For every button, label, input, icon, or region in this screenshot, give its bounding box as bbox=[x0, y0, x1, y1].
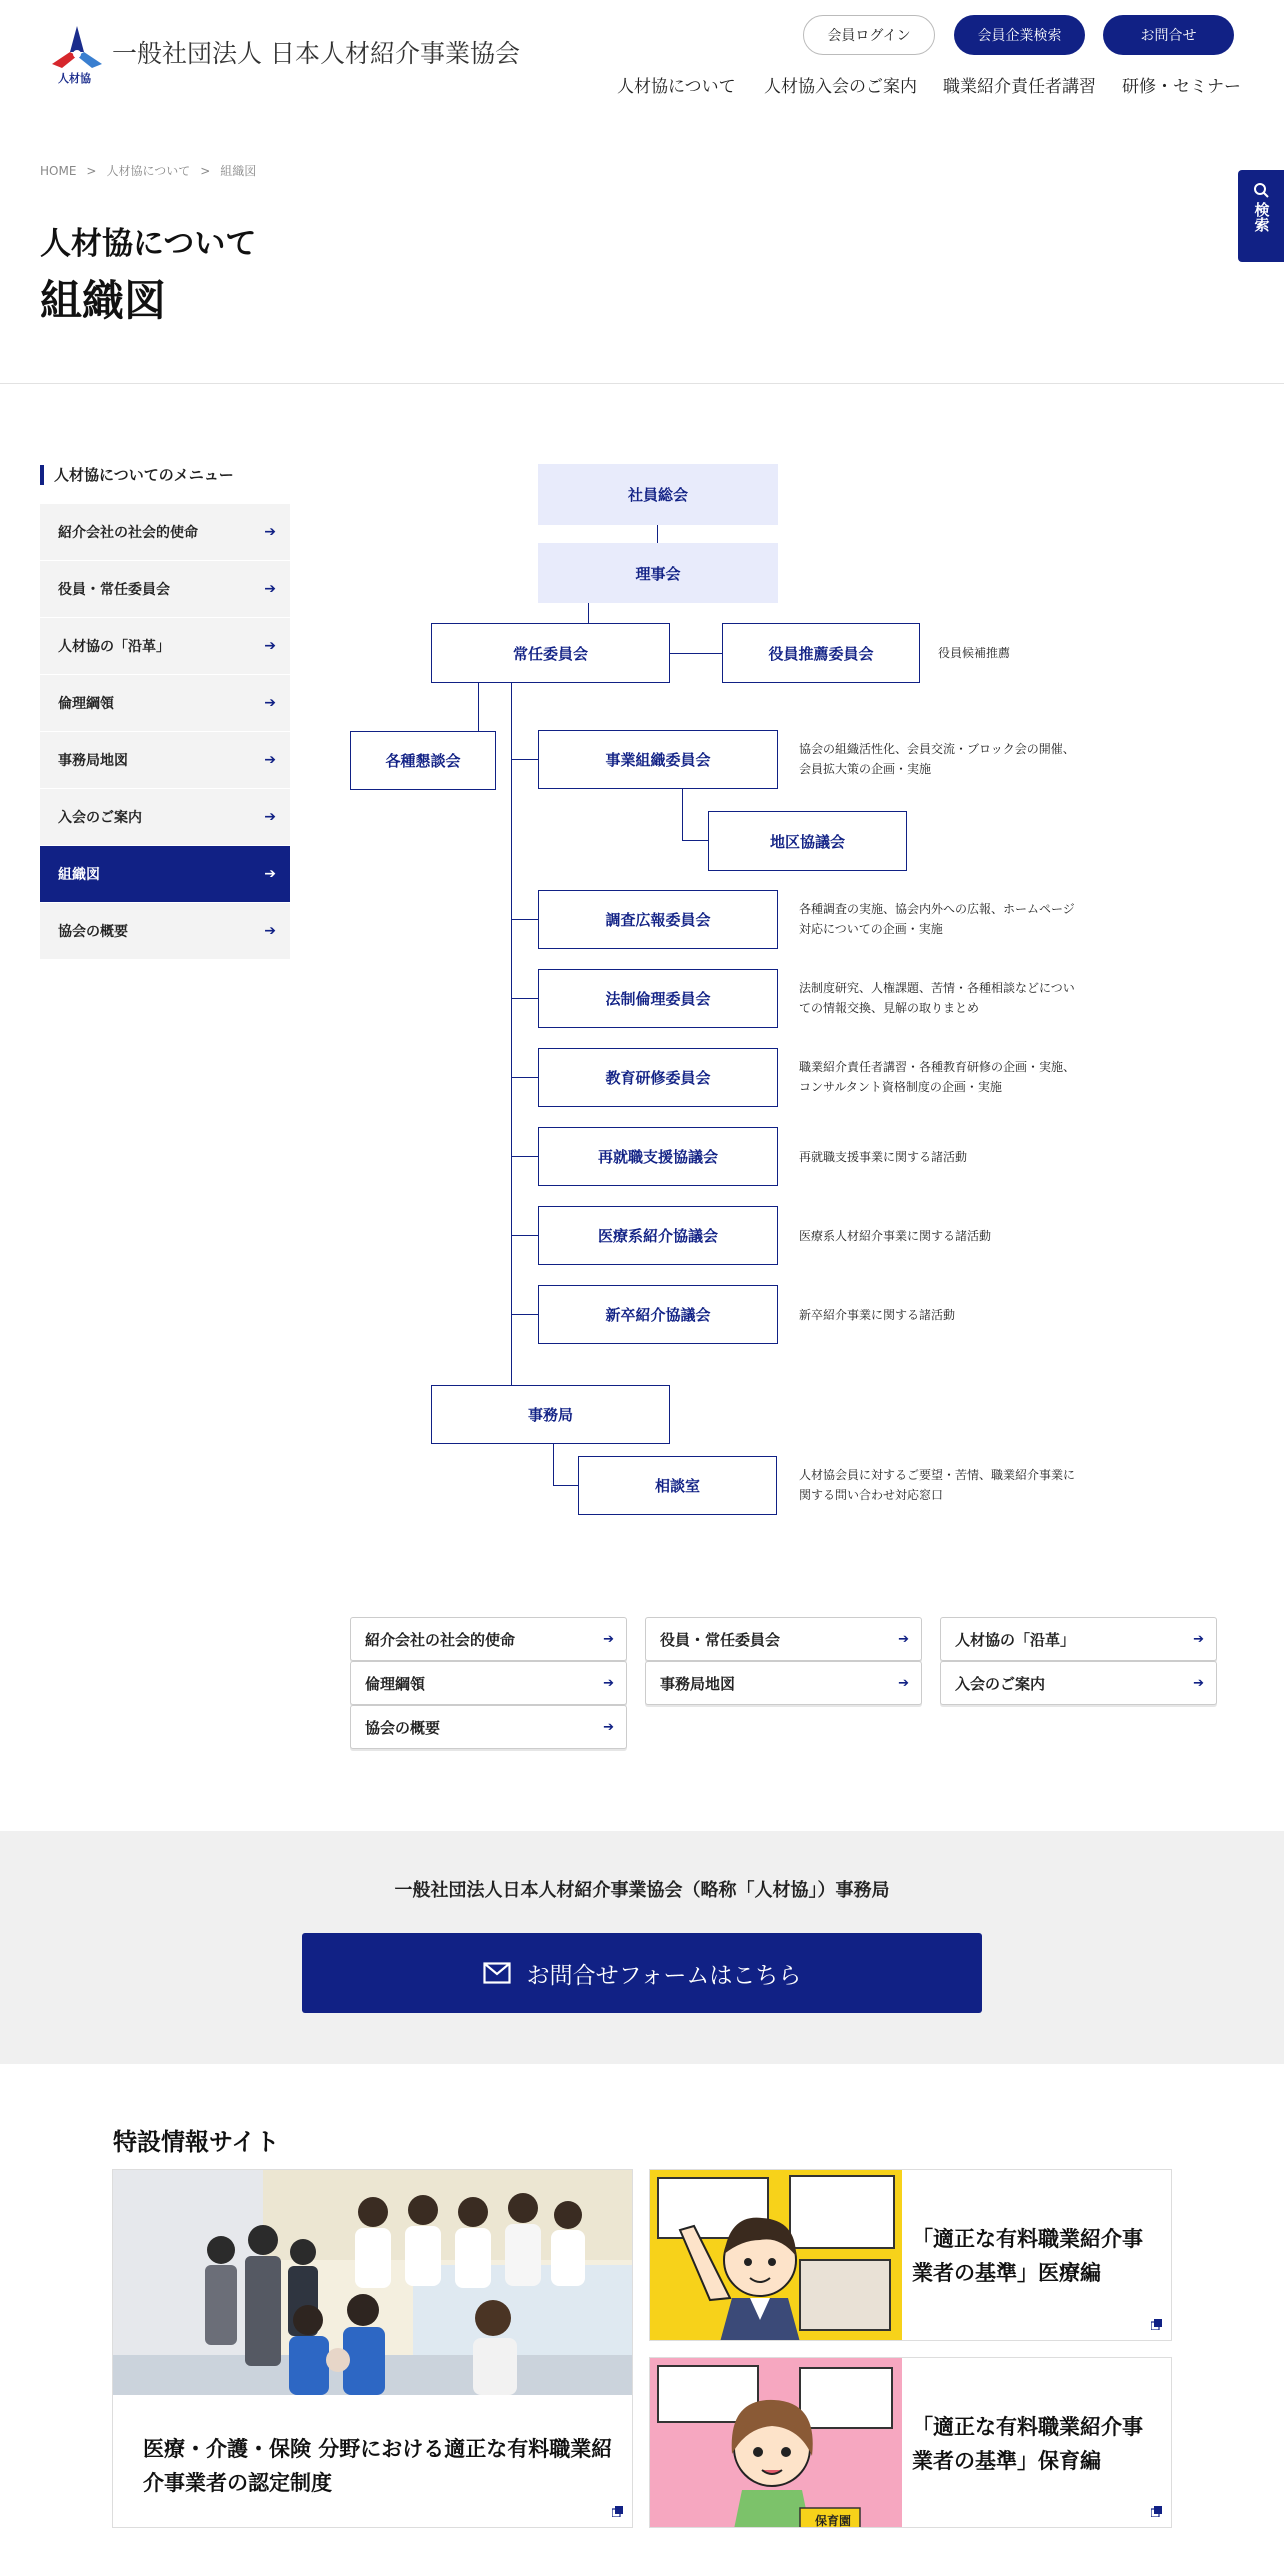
bottom-link-label: 役員・常任委員会 bbox=[660, 1630, 781, 1649]
bottom-link[interactable] bbox=[940, 1617, 1217, 1661]
arrow-right-icon: ➔ bbox=[264, 695, 276, 711]
breadcrumb-sep: > bbox=[200, 164, 211, 178]
org-desc-line: 協会の組織活性化、会員交流・ブロック会の開催、 bbox=[799, 742, 1075, 756]
breadcrumb-about[interactable]: 人材協について bbox=[106, 164, 191, 178]
contact-band-title: 一般社団法人日本人材紹介事業協会（略称「人材協」）事務局 bbox=[394, 1880, 890, 1901]
connector bbox=[682, 789, 683, 841]
connector bbox=[670, 653, 722, 654]
org-box-committee: 調査広報委員会 bbox=[538, 890, 778, 949]
bottom-link[interactable] bbox=[350, 1705, 627, 1749]
arrow-right-icon: ➔ bbox=[264, 638, 276, 654]
contact-button[interactable]: お問合せ bbox=[1103, 15, 1234, 55]
external-link-icon bbox=[1151, 2319, 1162, 2330]
search-tab[interactable] bbox=[1238, 170, 1284, 262]
sidebar-item[interactable] bbox=[40, 903, 290, 959]
org-desc-line: 法制度研究、人権課題、苦情・各種相談などについ bbox=[799, 981, 1075, 995]
org-desc-line: 各種調査の実施、協会内外への広報、ホームページ bbox=[799, 902, 1075, 916]
staff-photo bbox=[113, 2170, 633, 2395]
member-login-button[interactable]: 会員ログイン bbox=[803, 15, 935, 55]
card-title: 「適正な有料職業紹介事業者の基準」医療編 bbox=[912, 2227, 1143, 2285]
sidebar-heading: 人材協についてのメニュー bbox=[40, 465, 234, 485]
arrow-right-icon: ➔ bbox=[264, 923, 276, 939]
sidebar-item-label: 人材協の「沿革」 bbox=[58, 639, 170, 655]
org-box-general-meeting: 社員総会 bbox=[538, 464, 778, 525]
arrow-right-icon: ➔ bbox=[264, 581, 276, 597]
external-link-icon bbox=[612, 2506, 623, 2517]
arrow-right-icon: ➔ bbox=[898, 1631, 909, 1647]
connector bbox=[682, 840, 708, 841]
page-title: 組織図 bbox=[40, 276, 167, 325]
org-box-nomination-committee: 役員推薦委員会 bbox=[722, 623, 920, 683]
org-box-regional: 地区協議会 bbox=[708, 811, 907, 871]
org-desc: 再就職支援事業に関する諸活動 bbox=[799, 1150, 968, 1164]
connector bbox=[511, 759, 538, 760]
connector bbox=[553, 1485, 578, 1486]
bottom-link-label: 紹介会社の社会的使命 bbox=[365, 1630, 516, 1649]
contact-form-button[interactable] bbox=[302, 1933, 982, 2013]
bottom-link-label: 協会の概要 bbox=[365, 1718, 441, 1737]
sidebar-item[interactable] bbox=[40, 561, 290, 617]
arrow-right-icon: ➔ bbox=[264, 809, 276, 825]
special-site-card[interactable] bbox=[649, 2357, 1172, 2528]
connector bbox=[588, 603, 589, 623]
manga-label: 保育園 bbox=[815, 2514, 852, 2528]
sidebar-item-label: 事務局地図 bbox=[58, 753, 128, 769]
nav-seminar[interactable]: 研修・セミナー bbox=[1122, 77, 1241, 97]
arrow-right-icon: ➔ bbox=[603, 1719, 614, 1735]
org-desc bbox=[799, 899, 1075, 939]
sidebar-item[interactable] bbox=[40, 504, 290, 560]
org-box-standing-committee: 常任委員会 bbox=[431, 623, 670, 683]
org-desc-line: 関する問い合わせ対応窓口 bbox=[799, 1488, 944, 1502]
org-box-councils: 各種懇談会 bbox=[350, 731, 496, 790]
connector bbox=[511, 1314, 538, 1315]
logo-caption: 人材協 bbox=[58, 72, 91, 85]
org-box-committee: 法制倫理委員会 bbox=[538, 969, 778, 1028]
external-link-icon bbox=[1151, 2506, 1162, 2517]
arrow-right-icon: ➔ bbox=[1193, 1631, 1204, 1647]
search-icon bbox=[1253, 182, 1269, 198]
org-desc bbox=[799, 978, 1075, 1018]
connector bbox=[511, 1235, 538, 1236]
bottom-link[interactable] bbox=[645, 1661, 922, 1705]
org-box-committee: 再就職支援協議会 bbox=[538, 1127, 778, 1186]
org-desc-line: 職業紹介責任者講習・各種教育研修の企画・実施、 bbox=[799, 1060, 1076, 1074]
sidebar-item-label: 入会のご案内 bbox=[58, 810, 142, 826]
org-desc: 医療系人材紹介事業に関する諸活動 bbox=[799, 1229, 992, 1243]
sidebar-item-active[interactable] bbox=[40, 846, 290, 902]
org-box-secretariat: 事務局 bbox=[431, 1385, 670, 1444]
org-desc-line: 人材協会員に対するご要望・苦情、職業紹介事業に bbox=[799, 1468, 1076, 1482]
connector bbox=[657, 525, 658, 543]
bottom-link-label: 事務局地図 bbox=[660, 1674, 736, 1693]
org-desc: 新卒紹介事業に関する諸活動 bbox=[799, 1308, 956, 1322]
breadcrumb-sep: > bbox=[86, 164, 97, 178]
sidebar-item[interactable] bbox=[40, 618, 290, 674]
sidebar-item-label: 組織図 bbox=[58, 867, 100, 883]
search-tab-label: 検索 bbox=[1252, 202, 1271, 232]
bottom-link-label: 倫理綱領 bbox=[365, 1674, 426, 1693]
nav-about[interactable]: 人材協について bbox=[617, 77, 736, 97]
org-box-consult: 相談室 bbox=[578, 1456, 777, 1515]
nav-course[interactable]: 職業紹介責任者講習 bbox=[943, 77, 1096, 97]
connector bbox=[511, 919, 538, 920]
connector bbox=[553, 1444, 554, 1486]
org-desc-line: 会員拡大策の企画・実施 bbox=[799, 762, 932, 776]
sidebar-item[interactable] bbox=[40, 675, 290, 731]
arrow-right-icon: ➔ bbox=[264, 752, 276, 768]
sidebar-item-label: 倫理綱領 bbox=[58, 696, 114, 712]
bottom-link[interactable] bbox=[350, 1661, 627, 1705]
sidebar-item-label: 協会の概要 bbox=[58, 924, 128, 940]
arrow-right-icon: ➔ bbox=[898, 1675, 909, 1691]
bottom-link[interactable] bbox=[645, 1617, 922, 1661]
special-site-card[interactable] bbox=[112, 2169, 633, 2528]
trunk-line bbox=[511, 683, 512, 1385]
card-title: 医療・介護・保険 分野における適正な有料職業紹介事業者の認定制度 bbox=[143, 2437, 613, 2495]
org-desc: 役員候補推薦 bbox=[938, 646, 1011, 660]
special-sites-heading: 特設情報サイト bbox=[113, 2128, 280, 2156]
bottom-link-label: 入会のご案内 bbox=[955, 1674, 1046, 1693]
logo-mark[interactable] bbox=[48, 22, 106, 86]
breadcrumb-current: 組織図 bbox=[220, 164, 257, 178]
org-desc bbox=[799, 1465, 1075, 1505]
card-title: 「適正な有料職業紹介事業者の基準」保育編 bbox=[912, 2415, 1143, 2473]
arrow-right-icon: ➔ bbox=[1193, 1675, 1204, 1691]
org-desc-line: コンサルタント資格制度の企画・実施 bbox=[799, 1080, 1002, 1094]
org-name[interactable]: 一般社団法人 日本人材紹介事業協会 bbox=[112, 39, 520, 68]
divider bbox=[0, 383, 1284, 384]
bottom-link-label: 人材協の「沿革」 bbox=[955, 1630, 1076, 1649]
breadcrumb bbox=[40, 162, 266, 179]
org-desc bbox=[799, 1057, 1075, 1097]
org-box-committee: 教育研修委員会 bbox=[538, 1048, 778, 1107]
mail-icon bbox=[483, 1962, 511, 1984]
org-box-org-committee: 事業組織委員会 bbox=[538, 730, 778, 789]
org-box-board: 理事会 bbox=[538, 543, 778, 603]
arrow-right-icon: ➔ bbox=[603, 1675, 614, 1691]
org-desc bbox=[799, 739, 1075, 779]
manga-medical-illustration bbox=[650, 2170, 902, 2341]
org-box-committee: 新卒紹介協議会 bbox=[538, 1285, 778, 1344]
manga-childcare-illustration bbox=[650, 2358, 902, 2528]
connector bbox=[478, 683, 479, 731]
contact-form-label: お問合せフォームはこちら bbox=[526, 1962, 802, 1989]
arrow-right-icon: ➔ bbox=[264, 866, 276, 882]
org-desc-line: ての情報交換、見解の取りまとめ bbox=[799, 1001, 980, 1015]
member-search-button[interactable]: 会員企業検索 bbox=[954, 15, 1085, 55]
org-box-committee: 医療系紹介協議会 bbox=[538, 1206, 778, 1265]
org-desc-line: 対応についての企画・実施 bbox=[799, 922, 943, 936]
sidebar-item[interactable] bbox=[40, 732, 290, 788]
breadcrumb-home[interactable]: HOME bbox=[40, 164, 77, 178]
sidebar-item-label: 役員・常任委員会 bbox=[58, 582, 170, 598]
sidebar-item-label: 紹介会社の社会的使命 bbox=[58, 525, 198, 541]
sidebar-item[interactable] bbox=[40, 789, 290, 845]
special-site-card[interactable] bbox=[649, 2169, 1172, 2341]
page-subtitle: 人材協について bbox=[40, 226, 257, 262]
bottom-link[interactable] bbox=[940, 1661, 1217, 1705]
arrow-right-icon: ➔ bbox=[264, 524, 276, 540]
connector bbox=[511, 998, 538, 999]
nav-membership[interactable]: 人材協入会のご案内 bbox=[764, 77, 917, 97]
arrow-right-icon: ➔ bbox=[603, 1631, 614, 1647]
connector bbox=[511, 1077, 538, 1078]
bottom-link[interactable] bbox=[350, 1617, 627, 1661]
connector bbox=[511, 1156, 538, 1157]
